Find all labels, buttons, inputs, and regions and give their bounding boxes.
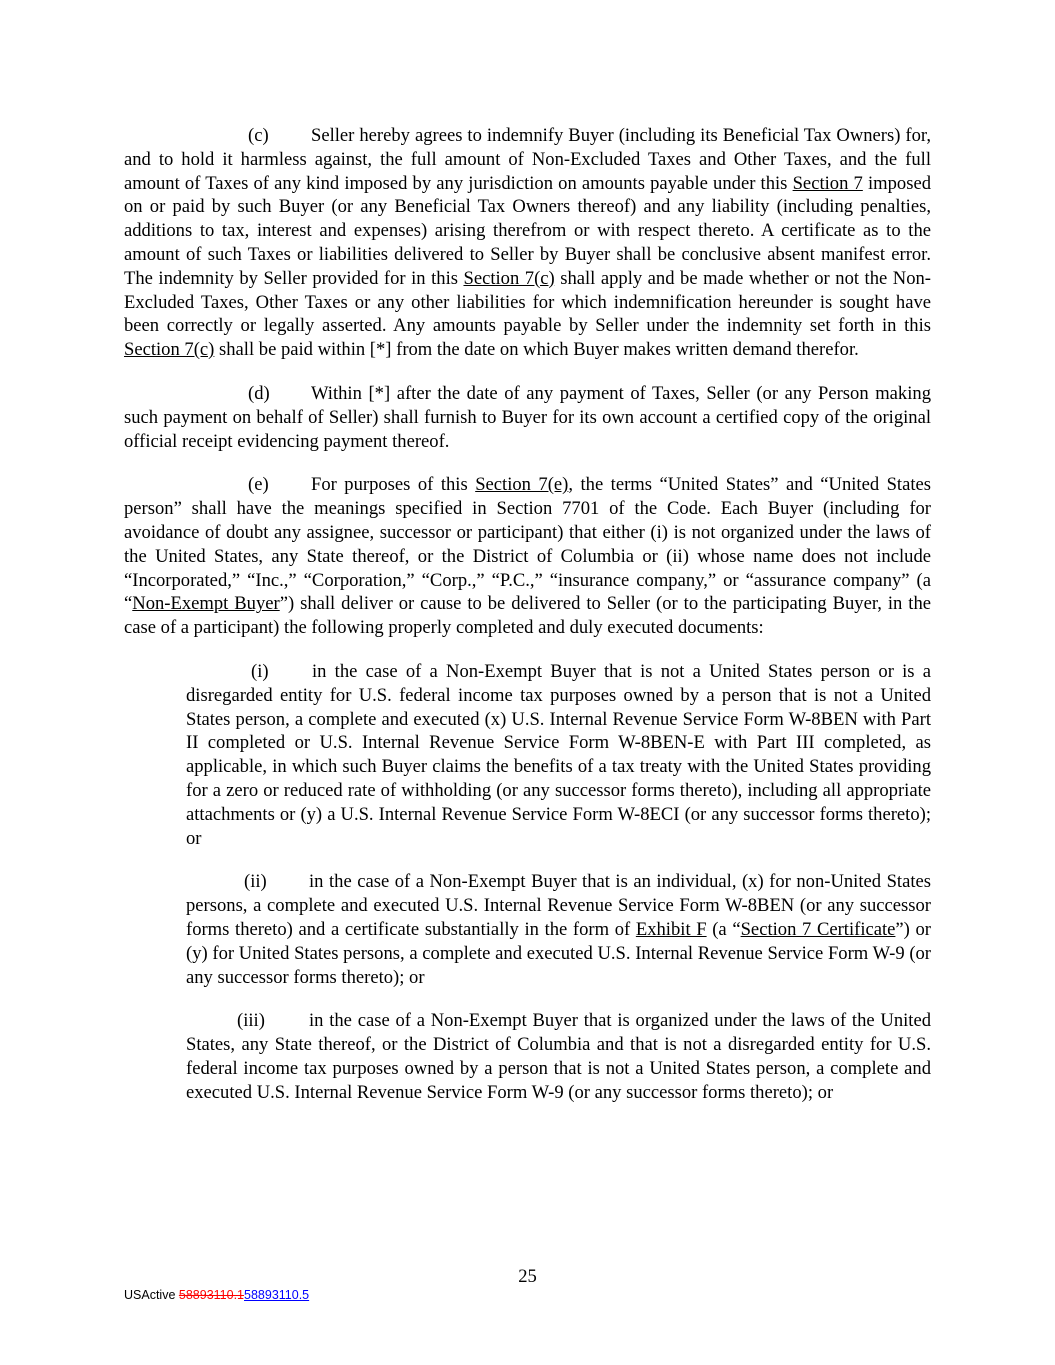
page-number: 25 bbox=[518, 1266, 537, 1287]
subparagraph-text: in the case of a Non-Exempt Buyer that is an individual, (x) for non-United States persons, a complete and executed U.S. Internal Revenue Service Form W-8BEN (or any successor forms thereto) and a certificate substantially in the form of bbox=[186, 871, 931, 940]
section-reference: Section 7(c) bbox=[124, 339, 215, 361]
subparagraph-i bbox=[186, 660, 931, 850]
paragraph-label: (c) bbox=[248, 125, 269, 146]
subparagraph-label: (i) bbox=[251, 660, 269, 682]
paragraph-text: Within [*] after the date of any payment of Taxes, Seller (or any Person making such payment on behalf of Seller) shall furnish to Buyer for its own account a certified copy of the original official receipt evidencing payment thereof. bbox=[124, 382, 931, 452]
subparagraph-text: in the case of a Non-Exempt Buyer that is organized under the laws of the United States, any State thereof, or the District of Columbia and that is not a disregarded entity for U.S. federal income tax purposes owned by a person that is not a United States person, a complete and executed U.S. Internal Revenue Service Form W-9 (or any successor forms thereto); or bbox=[186, 1010, 931, 1103]
section-reference: Section 7(e) bbox=[475, 474, 569, 496]
footer-prefix: USActive bbox=[124, 1288, 179, 1302]
subparagraph-text: ”) or (y) for United States persons, a complete and executed U.S. Internal Revenue Service Form W-9 (or any successor forms thereto); or bbox=[186, 918, 931, 988]
paragraph-e bbox=[124, 473, 931, 640]
paragraph-text: ”) shall deliver or cause to be delivered to Seller (or to the participating Buyer, in the case of a participant) the following properly completed and duly executed documents: bbox=[124, 593, 931, 639]
paragraph-text: imposed on or paid by such Buyer (or any Beneficial Tax Owners thereof) and any liability (including penalties, additions to tax, interest and expenses) arising therefrom or with respect thereto. A certificate as to the amount of such Taxes or liabilities delivered to Seller by Buyer shall be conclusive absent manifest error. The indemnity by Seller provided for in this bbox=[124, 172, 931, 289]
paragraph-text: For purposes of this bbox=[311, 474, 476, 496]
paragraph-d bbox=[124, 382, 931, 453]
subparagraph-label: (ii) bbox=[244, 871, 267, 893]
paragraph-text: shall apply and be made whether or not the Non-Excluded Taxes, Other Taxes or any other liabilities for which indemnification hereunder is sought have been correctly or legally asserted. Any amounts payable by Seller under the indemnity set forth in this bbox=[124, 267, 931, 337]
section-reference: Section 7(c) bbox=[463, 267, 555, 289]
subparagraph-ii bbox=[186, 870, 931, 989]
paragraph-c bbox=[124, 124, 931, 362]
paragraph-text: shall be paid within [*] from the date on which Buyer makes written demand therefor. bbox=[214, 339, 859, 361]
document-body bbox=[124, 124, 931, 1124]
paragraph-text: , the terms “United States” and “United States person” shall have the meanings specified in Section 7701 of the Code. Each Buyer (including for avoidance of doubt any assignee, successor or participant) that either (i) is not organized under the laws of the United States, any State thereof, or the District of Columbia or (ii) whose name does not include “Incorporated,” “Inc.,” “Corporation,” “Corp.,” “P.C.,” “insurance company,” or “assurance company” (a “ bbox=[124, 474, 932, 615]
exhibit-reference: Exhibit F bbox=[635, 918, 707, 940]
paragraph-label: (e) bbox=[248, 474, 269, 496]
paragraph-text: Seller hereby agrees to indemnify Buyer (including its Beneficial Tax Owners) for, and to hold it harmless against, the full amount of Non-Excluded Taxes and Other Taxes, and the full amount of Taxes of any kind imposed by any jurisdiction on amounts payable under this bbox=[124, 125, 931, 194]
subparagraph-iii bbox=[186, 1009, 931, 1104]
section-reference: Section 7 bbox=[792, 172, 863, 194]
defined-term: Non-Exempt Buyer bbox=[132, 593, 280, 615]
deleted-document-id: 58893110.1 bbox=[178, 1288, 245, 1302]
subparagraph-text: (a “ bbox=[706, 918, 741, 940]
paragraph-label: (d) bbox=[248, 382, 270, 404]
subparagraph-label: (iii) bbox=[237, 1010, 265, 1032]
defined-term: Section 7 Certificate bbox=[740, 918, 896, 940]
document-footer bbox=[124, 1288, 309, 1302]
inserted-document-id: 58893110.5 bbox=[244, 1288, 310, 1302]
subparagraph-text: in the case of a Non-Exempt Buyer that is not a United States person or is a disregarded entity for U.S. federal income tax purposes owned by a person that is not a United States person, a complete and executed (x) U.S. Internal Revenue Service Form W-8BEN with Part II completed or U.S. Internal Revenue Service Form W-8BEN-E with Part III completed, as applicable, in which such Buyer claims the benefits of a tax treaty with the United States providing for a zero or reduced rate of withholding (or any successor forms thereto), including all appropriate attachments or (y) a U.S. Internal Revenue Service Form W-8ECI (or any successor forms thereto); or bbox=[186, 660, 931, 849]
